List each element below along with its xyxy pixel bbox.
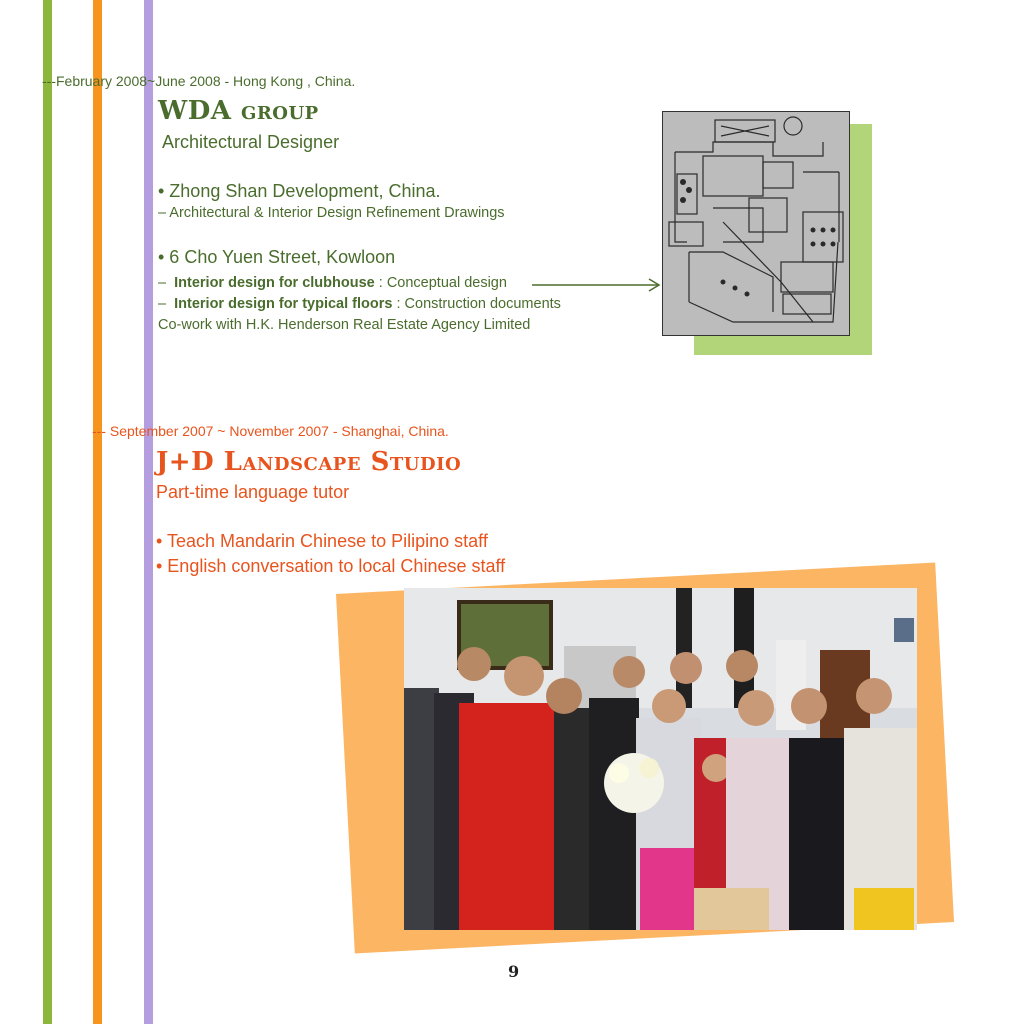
section2-role: Part-time language tutor xyxy=(156,482,350,502)
arrow-right-icon xyxy=(532,277,662,293)
section2-company: J+D Landscape Studio xyxy=(156,447,462,477)
page-number: 9 xyxy=(508,962,520,981)
section1-bullet-1-detail: – Architectural & Interior Design Refinement Drawings xyxy=(158,205,505,221)
dash-prefix: – xyxy=(158,296,175,312)
section1-detail-floors xyxy=(158,296,561,312)
detail-clubhouse-rest: : Conceptual design xyxy=(374,275,507,291)
dash-prefix: – xyxy=(158,275,175,291)
section1-detail-clubhouse xyxy=(158,275,507,291)
section1-bullet-1: • Zhong Shan Development, China. xyxy=(158,181,441,201)
floor-plan-sketch xyxy=(663,112,849,335)
floor-plan-image xyxy=(662,111,850,336)
detail-clubhouse-bold: Interior design for clubhouse xyxy=(174,275,375,291)
detail-floors-bold: Interior design for typical floors xyxy=(174,296,393,312)
orange-stripe xyxy=(93,0,102,1024)
section2-dates: --- September 2007 ~ November 2007 - Shanghai, China. xyxy=(92,423,449,439)
green-stripe xyxy=(43,0,52,1024)
section1-company: WDA group xyxy=(158,96,319,126)
section1-dates: ---February 2008~June 2008 - Hong Kong , China. xyxy=(42,73,356,89)
section2-bullet-2: • English conversation to local Chinese staff xyxy=(156,556,506,576)
group-photo-illustration xyxy=(404,588,917,930)
section2-bullet-1: • Teach Mandarin Chinese to Pilipino staff xyxy=(156,531,488,551)
detail-floors-rest: : Construction documents xyxy=(392,296,561,312)
section1-role: Architectural Designer xyxy=(162,132,340,152)
section1-cowork: Co-work with H.K. Henderson Real Estate Agency Limited xyxy=(158,317,531,333)
purple-stripe xyxy=(144,0,153,1024)
section1-bullet-2: • 6 Cho Yuen Street, Kowloon xyxy=(158,247,396,267)
group-photo xyxy=(404,588,917,930)
